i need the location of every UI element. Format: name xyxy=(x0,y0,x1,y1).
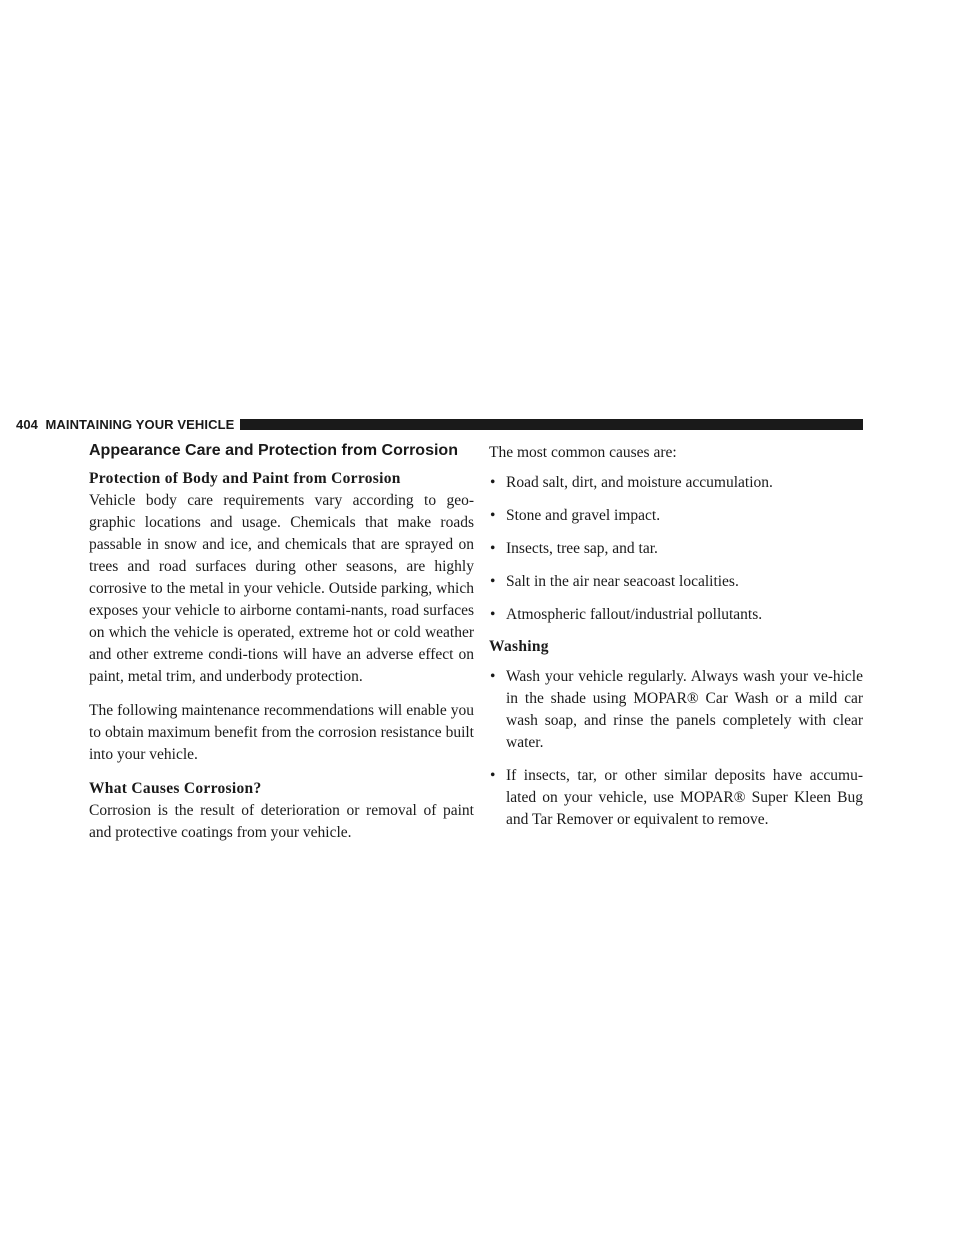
bullet-icon: • xyxy=(490,540,496,557)
list-item: • Salt in the air near seacoast localities. xyxy=(489,571,863,593)
right-column xyxy=(489,442,863,831)
header-label xyxy=(16,417,240,432)
subhead-washing: Washing xyxy=(489,638,549,655)
list-item: • Stone and gravel impact. xyxy=(489,505,863,527)
list-item: • Road salt, dirt, and moisture accumulation. xyxy=(489,472,863,494)
bullet-icon: • xyxy=(490,668,496,685)
washing-list xyxy=(489,666,863,831)
page-number: 404 xyxy=(16,417,38,432)
bullet-icon: • xyxy=(490,507,496,524)
list-item: • Insects, tree sap, and tar. xyxy=(489,538,863,560)
bullet-icon: • xyxy=(490,606,496,623)
causes-list xyxy=(489,472,863,626)
bullet-icon: • xyxy=(490,474,496,491)
subhead-protection: Protection of Body and Paint from Corrosion xyxy=(89,470,401,487)
section-name: MAINTAINING YOUR VEHICLE xyxy=(45,417,235,432)
bullet-icon: • xyxy=(490,573,496,590)
header-rule xyxy=(240,419,863,430)
left-column xyxy=(89,442,474,844)
causes-intro: The most common causes are: xyxy=(489,444,677,461)
paragraph-body-care: Vehicle body care requirements vary according to geo-graphic locations and usage. Chemicals that make roads passable in snow and ice, and chemicals that are sprayed on trees and road surfaces during other seasons, are highly corrosive to the metal in your vehicle. Outside parking, which exposes your vehicle to airborne contami-nants, road surfaces on which the vehicle is operated, extreme hot or cold weather and other extreme condi-tions will have an adverse effect on paint, metal trim, and underbody protection. xyxy=(89,492,474,685)
list-item: • If insects, tar, or other similar deposits have accumu-lated on your vehicle, use MOPAR® Super Kleen Bug and Tar Remover or equivalent to remove. xyxy=(490,767,863,828)
paragraph-corrosion-definition: Corrosion is the result of deterioration or removal of paint and protective coatings from your vehicle. xyxy=(89,802,474,841)
list-item: • Atmospheric fallout/industrial pollutants. xyxy=(489,604,863,626)
section-title: Appearance Care and Protection from Corrosion xyxy=(89,442,458,459)
bullet-icon: • xyxy=(490,767,496,784)
subhead-what-causes: What Causes Corrosion? xyxy=(89,780,262,797)
paragraph-recommendations: The following maintenance recommendations will enable you to obtain maximum benefit from the corrosion resistance built into your vehicle. xyxy=(89,702,474,763)
list-item: • Wash your vehicle regularly. Always wash your ve-hicle in the shade using MOPAR® Car Wash or a mild car wash soap, and rinse the panels completely with clear water. xyxy=(490,668,863,751)
page-header xyxy=(16,417,863,432)
